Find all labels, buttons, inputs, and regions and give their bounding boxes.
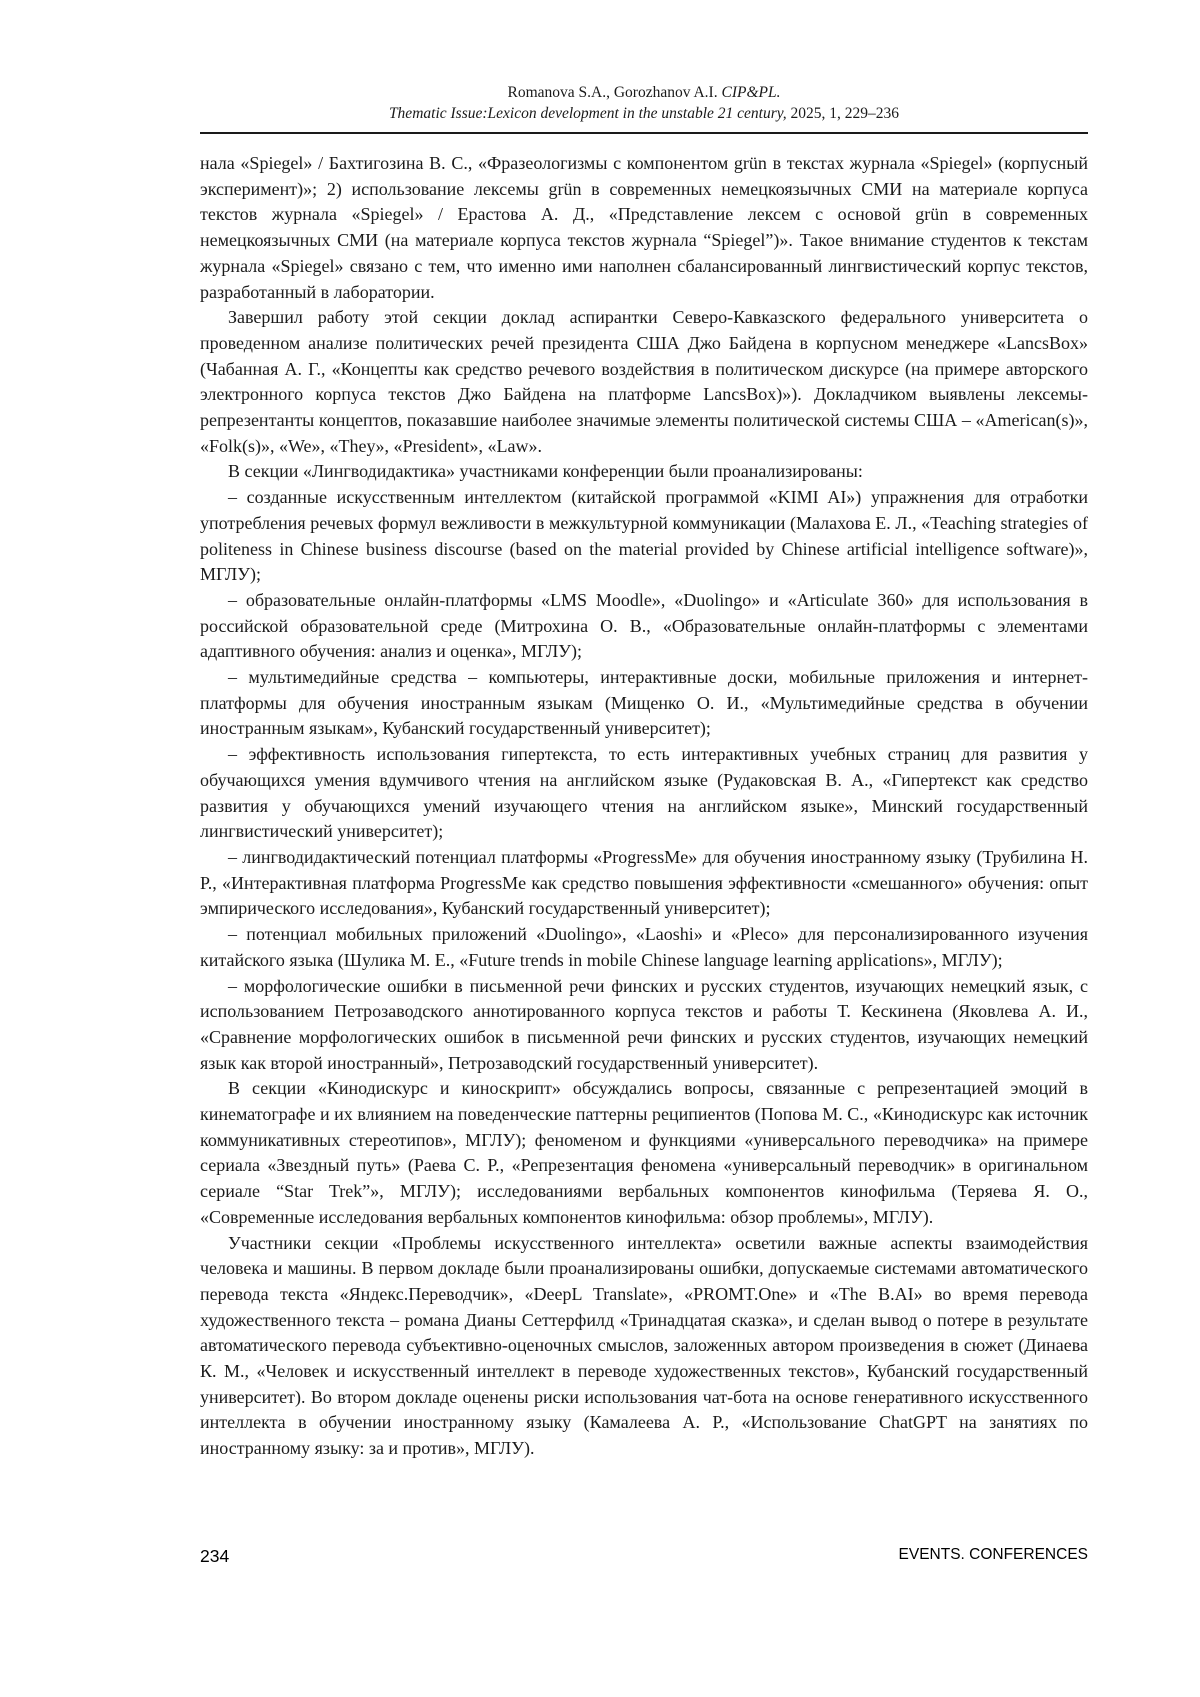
list-item: – эффективность использования гипертекста, то есть интерактивных учебных страниц для развития у обучающихся умения вдумчивого чтения на английском языке (Рудаковская В. А., «Гипертекст как средство развития у обучающихся умений изучающего чтения на английском языке», Минский государственный лингвистический университет); (200, 744, 1088, 842)
header-authors: Romanova S.A., Gorozhanov A.I. (507, 84, 718, 101)
page-number: 234 (200, 1546, 230, 1566)
paragraph: Участники секции «Проблемы искусственного интеллекта» осветили важные аспекты взаимодействия человека и машины. В первом докладе были проанализированы ошибки, допускаемые системами автоматического перевода текста «Яндекс.Переводчик», «DeepL Translate», «PROMT.One» и «The B.AI» во время перевода художественного текста – романа Дианы Сеттерфилд «Тринадцатая сказка», и сделан вывод о потере в результате автоматического перевода субъективно-оценочных смыслов, заложенных автором произведения в сюжет (Динаева К. М., «Человек и искусственный интеллект в переводе художественных текстов», Кубанский государственный университет). Во втором докладе оценены риски использования чат-бота на основе генеративного искусственного интеллекта в обучении иностранному языку (Камалеева А. Р., «Использование ChatGPT на занятиях по иностранному языку: за и против», МГЛУ). (200, 1232, 1088, 1459)
header-issue-title: Thematic Issue:Lexicon development in the unstable 21 century, (388, 105, 787, 122)
header-line-2 (200, 103, 1088, 124)
header-line-1 (200, 82, 1088, 103)
list-item: – морфологические ошибки в письменной речи финских и русских студентов, изучающих немецкий язык, с использованием Петрозаводского аннотированного корпуса текстов и работы Т. Кескинена (Яковлева А. И., «Сравнение морфологических ошибок в письменной речи финских и русских студентов, изучающих немецкий язык как второй иностранный», Петрозаводский государственный университет). (200, 975, 1088, 1073)
list-item: – образовательные онлайн-платформы «LMS Moodle», «Duolingo» и «Articulate 360» для использования в российской образовательной среде (Митрохина О. В., «Образовательные онлайн-платформы с элементами адаптивного обучения: анализ и оценка», МГЛУ); (200, 589, 1088, 662)
header-rule (200, 132, 1088, 134)
list-item: – лингводидактический потенциал платформы «ProgressMe» для обучения иностранному языку (Трубилина Н. Р., «Интерактивная платформа ProgressMe как средство повышения эффективности «смешанного» обучения: опыт эмпирического исследования», Кубанский государственный университет); (200, 846, 1088, 919)
header-issue-details: 2025, 1, 229–236 (790, 105, 900, 122)
list-item: – мультимедийные средства – компьютеры, интерактивные доски, мобильные приложения и интернет-платформы для обучения иностранным языкам (Мищенко О. И., «Мультимедийные средства в обучении иностранным языкам», Кубанский государственный университет); (200, 667, 1088, 739)
running-header (200, 82, 1088, 124)
paragraph: нала «Spiegel» / Бахтигозина В. С., «Фразеологизмы с компонентом grün в текстах журнала «Spiegel» (корпусный эксперимент)»; 2) использование лексемы grün в современных немецкоязычных СМИ на материале корпуса текстов журнала «Spiegel» / Ерастова А. Д., «Представление лексем с основой grün в современных немецкоязычных СМИ (на материале корпуса текстов журнала “Spiegel”)». Такое внимание студентов к текстам журнала «Spiegel» связано с тем, что именно ими наполнен сбалансированный лингвистический корпус текстов, разработанный в лаборатории. (200, 153, 1088, 302)
section-title: EVENTS. CONFERENCES (898, 1546, 1088, 1563)
list-item: – потенциал мобильных приложений «Duolingo», «Laoshi» и «Pleco» для персонализированного изучения китайского языка (Шулика М. Е., «Future trends in mobile Chinese language learning applications», МГЛУ); (200, 924, 1088, 970)
paragraph: В секции «Лингводидактика» участниками конференции были проанализированы: (228, 461, 863, 482)
paragraph: В секции «Кинодискурс и киноскрипт» обсуждались вопросы, связанные с репрезентацией эмоций в кинематографе и их влиянием на поведенческие паттерны реципиентов (Попова М. С., «Кинодискурс как источник коммуникативных стереотипов», МГЛУ); феноменом и функциями «универсального переводчика» на примере сериала «Звездный путь» (Раева С. Р., «Репрезентация феномена «универсальный переводчик» в оригинальном сериале “Star Trek”», МГЛУ); исследованиями вербальных компонентов кинофильма (Теряева Я. О., «Современные исследования вербальных компонентов кинофильма: обзор проблемы», МГЛУ). (200, 1078, 1088, 1227)
article-body (200, 151, 1088, 1462)
header-journal: CIP&PL. (721, 84, 781, 101)
paragraph: Завершил работу этой секции доклад аспирантки Северо-Кавказского федерального университета о проведенном анализе политических речей президента США Джо Байдена в корпусном менеджере «LancsBox» (Чабанная А. Г., «Концепты как средство речевого воздействия в политическом дискурсе (на примере авторского электронного корпуса текстов Джо Байдена на платформе LancsBox)»). Докладчиком выявлены лексемы-репрезентанты концептов, показавшие наиболее значимые элементы политической системы США – «American(s)», «Folk(s)», «We», «They», «President», «Law». (200, 307, 1088, 456)
page (200, 82, 1088, 1462)
list-item: – созданные искусственным интеллектом (китайской программой «KIMI AI») упражнения для отработки употребления речевых формул вежливости в межкультурной коммуникации (Малахова Е. Л., «Teaching strategies of politeness in Chinese business discourse (based on the material provided by Chinese artificial intelligence software)», МГЛУ); (200, 487, 1088, 585)
page-footer (200, 1546, 1088, 1570)
